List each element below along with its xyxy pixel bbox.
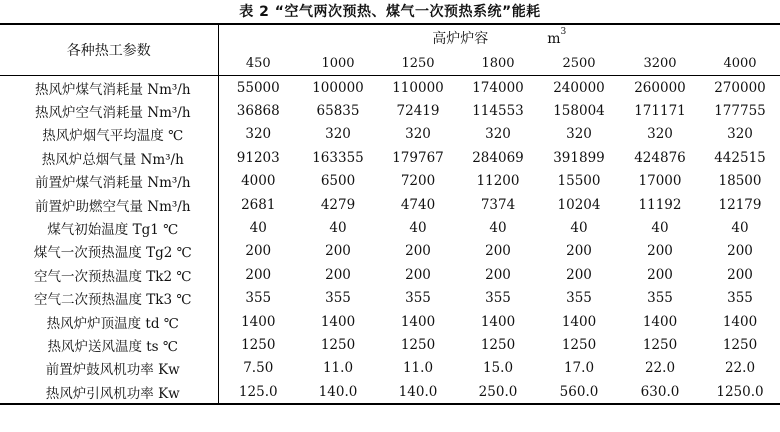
table-cell: 7.50 <box>243 360 274 377</box>
table-cell: 6500 <box>320 173 356 190</box>
table-cell: 15.0 <box>482 360 514 377</box>
table-cell: 1250 <box>400 336 436 353</box>
table-cell: 158004 <box>553 103 605 120</box>
table-cell: 442515 <box>714 149 766 166</box>
table-cell: 140.0 <box>398 383 438 400</box>
table-row <box>0 99 780 122</box>
table-row <box>0 310 780 333</box>
table-row <box>0 240 780 263</box>
table-cell: 1250.0 <box>716 383 764 400</box>
table-row <box>0 263 780 286</box>
row-label: 热风炉引风机功率 Kw <box>0 380 218 404</box>
table-cell: 40 <box>651 220 669 237</box>
table-cell: 320 <box>405 126 431 143</box>
capacity-unit: m <box>547 31 561 47</box>
table-cell: 72419 <box>396 103 440 120</box>
row-label: 煤气一次预热温度 Tg2 ℃ <box>0 240 218 263</box>
table-cell: 4000 <box>241 173 276 190</box>
capacity-unit-exponent: 3 <box>560 27 567 38</box>
table-cell: 355 <box>727 290 753 307</box>
table-cell: 320 <box>647 126 673 143</box>
capacity-header-cell: 4000 <box>723 55 757 71</box>
table-cell: 10204 <box>557 196 601 213</box>
table-cell: 320 <box>485 126 511 143</box>
table-cell: 1250 <box>642 336 678 353</box>
table-row <box>0 380 780 404</box>
row-label: 前置炉鼓风机功率 Kw <box>0 357 218 380</box>
table-cell: 1400 <box>642 313 678 330</box>
capacity-group-label: 高炉炉容 <box>432 31 489 47</box>
table-cell: 424876 <box>634 149 686 166</box>
table-cell: 7374 <box>480 196 516 213</box>
table-cell: 65835 <box>316 103 360 120</box>
table-cell: 200 <box>405 243 431 260</box>
table-cell: 15500 <box>557 173 601 190</box>
table-cell: 630.0 <box>640 383 680 400</box>
table-cell: 284069 <box>472 149 524 166</box>
table-cell: 200 <box>566 266 592 283</box>
row-label: 热风炉送风温度 ts ℃ <box>0 333 218 356</box>
table-cell: 320 <box>245 126 272 143</box>
table-cell: 1250 <box>722 336 758 353</box>
table-cell: 250.0 <box>478 383 518 400</box>
table-cell: 179767 <box>392 149 444 166</box>
table-row <box>0 170 780 193</box>
row-label: 热风炉烟气平均温度 ℃ <box>0 123 218 146</box>
row-label: 前置炉助燃空气量 Nm³/h <box>0 193 218 216</box>
table-cell: 200 <box>647 266 673 283</box>
table-cell: 11.0 <box>322 360 354 377</box>
table-cell: 320 <box>325 126 351 143</box>
table-cell: 355 <box>405 290 431 307</box>
row-label: 空气一次预热温度 Tk2 ℃ <box>0 263 218 286</box>
table-cell: 391899 <box>553 149 605 166</box>
table-cell: 320 <box>566 126 592 143</box>
table-row <box>0 333 780 356</box>
row-label: 热风炉空气消耗量 Nm³/h <box>0 99 218 122</box>
table-cell: 91203 <box>236 149 280 166</box>
table-cell: 320 <box>727 126 753 143</box>
table-cell: 200 <box>566 243 592 260</box>
capacity-header-cell: 1000 <box>321 55 355 71</box>
energy-consumption-table <box>0 23 780 405</box>
param-column-header: 各种热工参数 <box>0 24 218 76</box>
table-cell: 11200 <box>476 173 520 190</box>
table-cell: 560.0 <box>559 383 599 400</box>
capacity-header-cell: 3200 <box>643 55 677 71</box>
table-cell: 2681 <box>241 196 276 213</box>
table-row <box>0 357 780 380</box>
table-cell: 177755 <box>714 103 766 120</box>
table-cell: 40 <box>329 220 347 237</box>
table-cell: 4740 <box>400 196 436 213</box>
table-row <box>0 287 780 310</box>
table-cell: 200 <box>485 243 511 260</box>
table-cell: 1250 <box>320 336 356 353</box>
table-cell: 100000 <box>312 79 364 96</box>
table-cell: 200 <box>727 266 753 283</box>
table-cell: 110000 <box>392 79 444 96</box>
table-cell: 355 <box>485 290 511 307</box>
table-cell: 240000 <box>553 79 605 96</box>
table-cell: 12179 <box>718 196 762 213</box>
table-cell: 1250 <box>480 336 516 353</box>
table-cell: 17000 <box>638 173 682 190</box>
table-cell: 200 <box>485 266 511 283</box>
table-cell: 18500 <box>718 173 762 190</box>
table-cell: 355 <box>325 290 351 307</box>
header-row-group <box>0 24 780 51</box>
table-cell: 4279 <box>320 196 356 213</box>
table-cell: 36868 <box>236 103 280 120</box>
row-label: 前置炉煤气消耗量 Nm³/h <box>0 170 218 193</box>
table-row <box>0 146 780 169</box>
table-cell: 270000 <box>714 79 766 96</box>
table-cell: 40 <box>489 220 507 237</box>
capacity-header-cell: 450 <box>245 55 271 71</box>
table-cell: 200 <box>325 266 351 283</box>
table-cell: 260000 <box>634 79 686 96</box>
table-cell: 125.0 <box>238 383 278 400</box>
table-cell: 40 <box>409 220 427 237</box>
table-cell: 200 <box>405 266 431 283</box>
table-cell: 163355 <box>312 149 364 166</box>
table-cell: 355 <box>566 290 592 307</box>
table-cell: 171171 <box>634 103 686 120</box>
table-cell: 1400 <box>561 313 597 330</box>
table-cell: 11.0 <box>402 360 434 377</box>
table-cell: 200 <box>325 243 351 260</box>
table-row <box>0 123 780 146</box>
row-label: 空气二次预热温度 Tk3 ℃ <box>0 287 218 310</box>
table-cell: 11192 <box>638 196 682 213</box>
capacity-header-cell: 2500 <box>562 55 596 71</box>
row-label: 热风炉煤气消耗量 Nm³/h <box>0 76 218 100</box>
table-cell: 22.0 <box>644 360 676 377</box>
table-cell: 174000 <box>472 79 524 96</box>
table-cell: 1400 <box>480 313 516 330</box>
table-cell: 355 <box>245 290 272 307</box>
table-title: 表 2 “空气两次预热、煤气一次预热系统”能耗 <box>239 4 541 20</box>
table-cell: 200 <box>245 243 272 260</box>
table-row <box>0 193 780 216</box>
table-cell: 200 <box>727 243 753 260</box>
table-cell: 200 <box>647 243 673 260</box>
table-row <box>0 76 780 100</box>
table-cell: 140.0 <box>318 383 358 400</box>
row-label: 热风炉总烟气量 Nm³/h <box>0 146 218 169</box>
row-label: 煤气初始温度 Tg1 ℃ <box>0 216 218 239</box>
table-cell: 200 <box>245 266 272 283</box>
table-cell: 40 <box>249 220 267 237</box>
table-body <box>0 76 780 405</box>
table-cell: 1250 <box>241 336 276 353</box>
table-cell: 7200 <box>400 173 436 190</box>
table-cell: 355 <box>647 290 673 307</box>
capacity-header-cell: 1250 <box>401 55 435 71</box>
table-cell: 22.0 <box>724 360 756 377</box>
table-cell: 1400 <box>400 313 436 330</box>
table-cell: 1250 <box>561 336 597 353</box>
table-row <box>0 216 780 239</box>
table-cell: 114553 <box>472 103 524 120</box>
capacity-header-cell: 1800 <box>481 55 515 71</box>
capacity-group-header <box>218 24 780 51</box>
table-cell: 40 <box>570 220 588 237</box>
table-cell: 17.0 <box>563 360 595 377</box>
table-cell: 1400 <box>722 313 758 330</box>
table-cell: 55000 <box>236 79 280 96</box>
table-cell: 1400 <box>320 313 356 330</box>
table-cell: 40 <box>731 220 749 237</box>
table-cell: 1400 <box>241 313 276 330</box>
row-label: 热风炉炉顶温度 td ℃ <box>0 310 218 333</box>
